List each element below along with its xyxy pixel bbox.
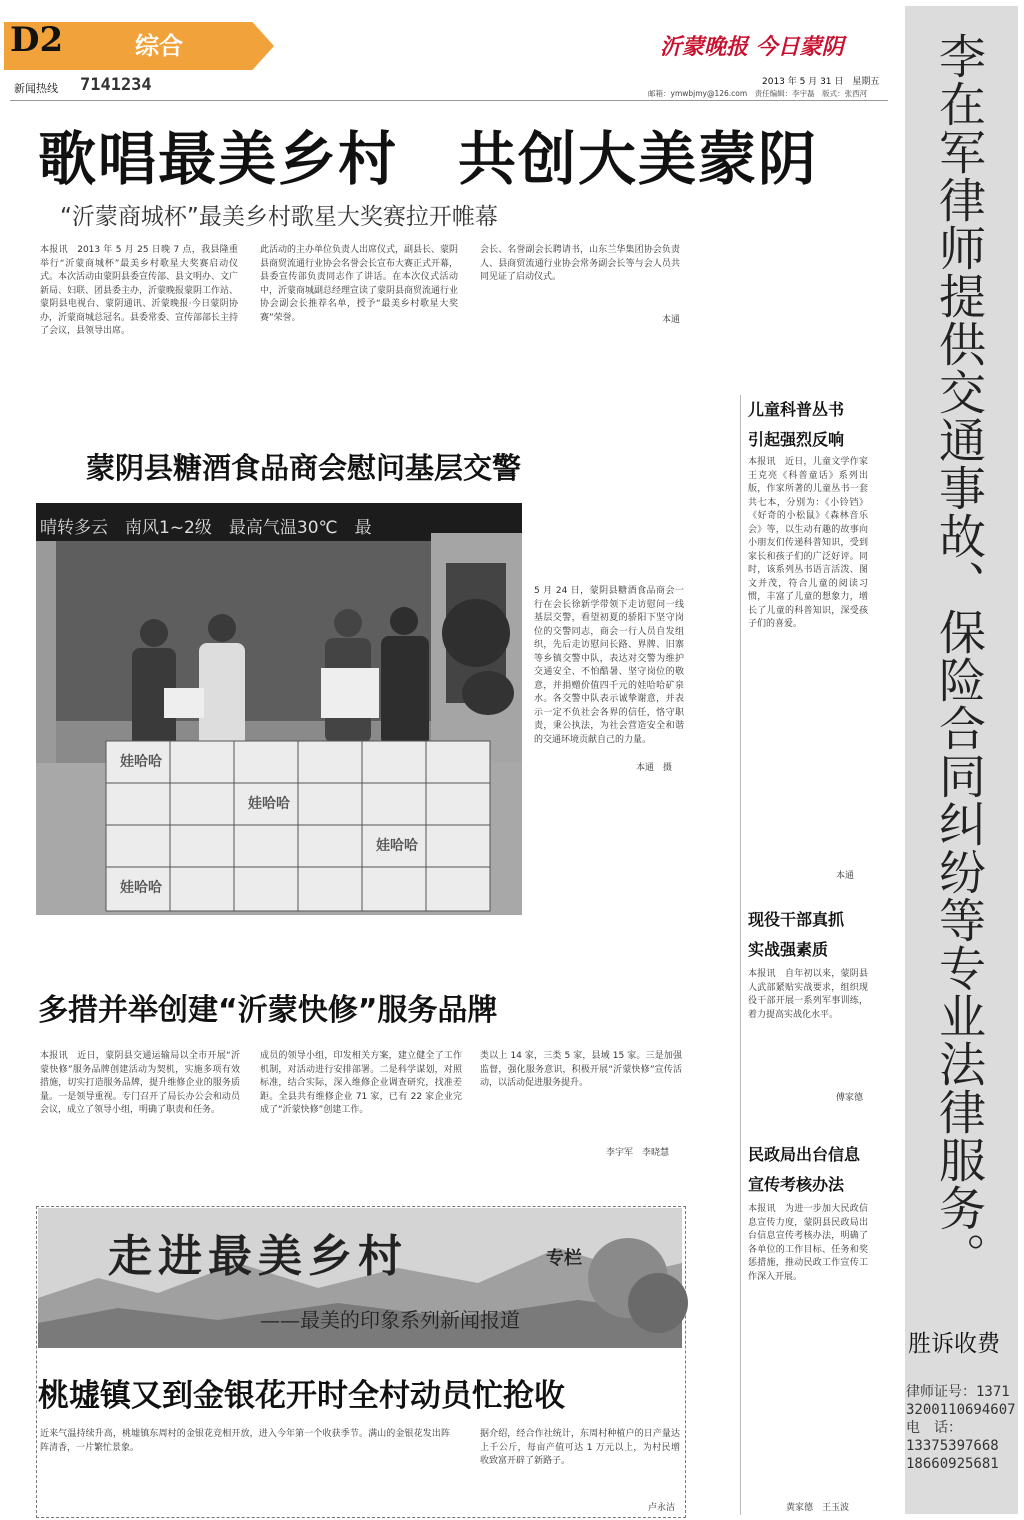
page-number: D2 <box>10 20 64 60</box>
side2-body: 本报讯 自年初以来，蒙阴县人武部紧贴实战要求，组织现役干部开展一系列军事训练，着力提高实战化水平。 <box>748 969 868 1020</box>
side2-headline-l2: 实战强素质 <box>748 940 829 959</box>
story4-headline: 桃墟镇又到金银花开时全村动员忙抢收 <box>38 1378 565 1414</box>
hotline-label: 新闻热线 <box>14 82 58 95</box>
photo-sign-text: 晴转多云 南风1~2级 最高气温30℃ 最 <box>40 518 372 538</box>
ad-phone-label: 电 话： <box>906 1420 962 1436</box>
story4-body-col1: 近来气温持续升高，桃墟镇东周村的金银花竞相开放，进入今年第一个收获季节。满山的金银花发出阵阵清香，一片繁忙景象。 <box>40 1429 450 1453</box>
header-divider <box>10 100 888 101</box>
story3-body-col1: 本报讯 近日，蒙阴县交通运输局以全市开展“沂蒙快修”服务品牌创建活动为契机，实施多项有效措施，切实打造服务品牌，提升维修企业的服务质量。一是领导重视。专门召开了局长办公会和动员会议，成立了领导小组，明确了职责和任务。 <box>40 1051 240 1115</box>
hotline-number: 7141234 <box>80 75 152 95</box>
photo-byline: 本通 摄 <box>636 763 673 773</box>
side1-headline-l2: 引起强烈反响 <box>748 430 845 449</box>
side2-byline: 傅家德 <box>836 1093 864 1103</box>
photo-scene <box>36 503 522 915</box>
lead-byline: 本通 <box>662 315 681 325</box>
ad-main-text: 李在军律师提供交通事故、保险合同纠纷等专业法律服务。 <box>931 32 986 1280</box>
banner-title: 走进最美乡村 <box>108 1231 408 1282</box>
ad-slogan: 胜诉收费 <box>908 1331 1000 1357</box>
side3-headline-l1: 民政局出台信息 <box>748 1145 861 1164</box>
lead-body-col1: 本报讯 2013 年 5 月 25 日晚 7 点，我县隆重举行“沂蒙商城杯”最美乡村歌星大奖赛启动仪式。本次活动由蒙阴县委宣传部、县文明办、文广新局、妇联、团县委主办，沂蒙晚报蒙阴工作站、蒙阴县电视台、蒙阴通讯、沂蒙晚报·今日蒙阴协办，沂蒙商城总冠名。县委常委、宣传部部长主持了会议，县领导出席。 <box>40 245 239 336</box>
side2-headline-l1: 现役干部真抓 <box>748 910 845 929</box>
edit-info: 邮箱：ymwbjmy@126.com 责任编辑：李宇磊 版式：张西河 <box>648 89 868 98</box>
issue-date: 2013 年 5 月 31 日 星期五 <box>762 77 880 87</box>
side1-byline: 本通 <box>836 871 855 881</box>
lead-body-col3: 会长、名誉副会长聘请书，山东兰华集团协会负责人、县商贸流通行业协会常务副会长等与会人员共同见证了启动仪式。 <box>480 245 680 282</box>
story2-headline: 蒙阴县糖酒食品商会慰问基层交警 <box>86 451 522 485</box>
news-photo <box>36 503 522 915</box>
box-label: 娃哈哈 <box>120 754 162 770</box>
column-divider <box>740 395 741 1515</box>
story3-byline: 李宇军 李晓慧 <box>606 1148 670 1158</box>
lead-body-col2: 此活动的主办单位负责人出席仪式，副县长、蒙阴县商贸流通行业协会名誉会长宣布大赛正式开幕，县委宣传部负责同志作了讲话。在本次仪式活动中，沂蒙商城副总经理宣读了蒙阴县商贸流通行业协会副会长推荐名单，授予“最美乡村歌星大奖赛”荣誉。 <box>260 245 459 323</box>
feature-banner <box>38 1208 682 1348</box>
ad-phone-1: 13375397668 <box>906 1438 999 1454</box>
side3-headline-l2: 宣传考核办法 <box>748 1175 845 1194</box>
story3-headline: 多措并举创建“沂蒙快修”服务品牌 <box>38 993 498 1028</box>
banner-tag: 专栏 <box>546 1248 582 1269</box>
box-label: 娃哈哈 <box>120 880 162 896</box>
story4-byline: 卢永洁 <box>648 1503 676 1513</box>
ad-phone-2: 18660925681 <box>906 1456 999 1472</box>
box-label: 娃哈哈 <box>376 838 418 854</box>
side3-body: 本报讯 为进一步加大民政信息宣传力度，蒙阴县民政局出台信息宣传考核办法，明确了各单位的工作目标、任务和奖惩措施，推动民政工作宣传工作深入开展。 <box>748 1204 868 1282</box>
banner-subtitle: ——最美的印象系列新闻报道 <box>260 1308 520 1332</box>
story4-body-col2: 据介绍，经合作社统计，东周村种植户的日产量达上千公斤，每亩产值可达 1 万元以上，为村民增收致富开辟了新路子。 <box>480 1429 680 1466</box>
story3-body-col3: 类以上 14 家，三类 5 家，县域 15 家。三是加强监督，强化服务意识，积极开展“沂蒙快修”宣传活动，以活动促进服务提升。 <box>480 1051 682 1088</box>
ad-cert-number: 律师证号：13713200110694607 <box>906 1384 1016 1418</box>
lead-subheadline: “沂蒙商城杯”最美乡村歌星大奖赛拉开帷幕 <box>60 204 498 230</box>
ad-contact <box>906 1383 1016 1473</box>
masthead-logo: 沂蒙晚报 今日蒙阴 <box>660 34 844 60</box>
story3-body-col2: 成员的领导小组，印发相关方案，建立健全了工作机制，对活动进行安排部署。二是科学谋划，对照标准，结合实际，深入维修企业调查研究，找准差距。全县共有维修企业 71 家，已有 22 家企业完成了“沂蒙快修”创建工作。 <box>260 1051 462 1115</box>
side3-byline: 黄家德 王玉波 <box>786 1503 850 1513</box>
lead-headline: 歌唱最美乡村 共创大美蒙阴 <box>38 125 819 193</box>
side1-headline-l1: 儿童科普丛书 <box>748 400 845 419</box>
photo-caption: 5 月 24 日，蒙阴县糖酒食品商会一行在会长徐新学带领下走访慰问一线基层交警，看望初夏的骄阳下坚守岗位的交警同志，商会一行人员自发组织，先后走访慰问长路、界牌、旧寨等乡镇交警中队，表达对交警为维护交通安全、不怕酷暑、坚守岗位的敬意，并捐赠价值四千元的娃哈哈矿泉水。各交警中队表示诚挚谢意，并表示一定不负社会各界的信任，恪守职责，秉公执法，为社会营造安全和谐的交通环境贡献自己的力量。 <box>534 586 684 745</box>
section-name: 综合 <box>135 32 183 60</box>
side1-body: 本报讯 近日，儿童文学作家王克亮《科普童话》系列出版，作家所著的儿童丛书一套共七本，分别为：《小铃铛》《好奇的小松鼠》《森林音乐会》等，以生动有趣的故事向小朋友们传递科普知识，受到家长和孩子们的广泛好评。同时，该系列丛书语言活泼、图文并茂，符合儿童的阅读习惯，丰富了儿童的想象力，增长了儿童的科普知识，深受孩子们的喜爱。 <box>748 457 868 629</box>
box-label: 娃哈哈 <box>248 796 290 812</box>
